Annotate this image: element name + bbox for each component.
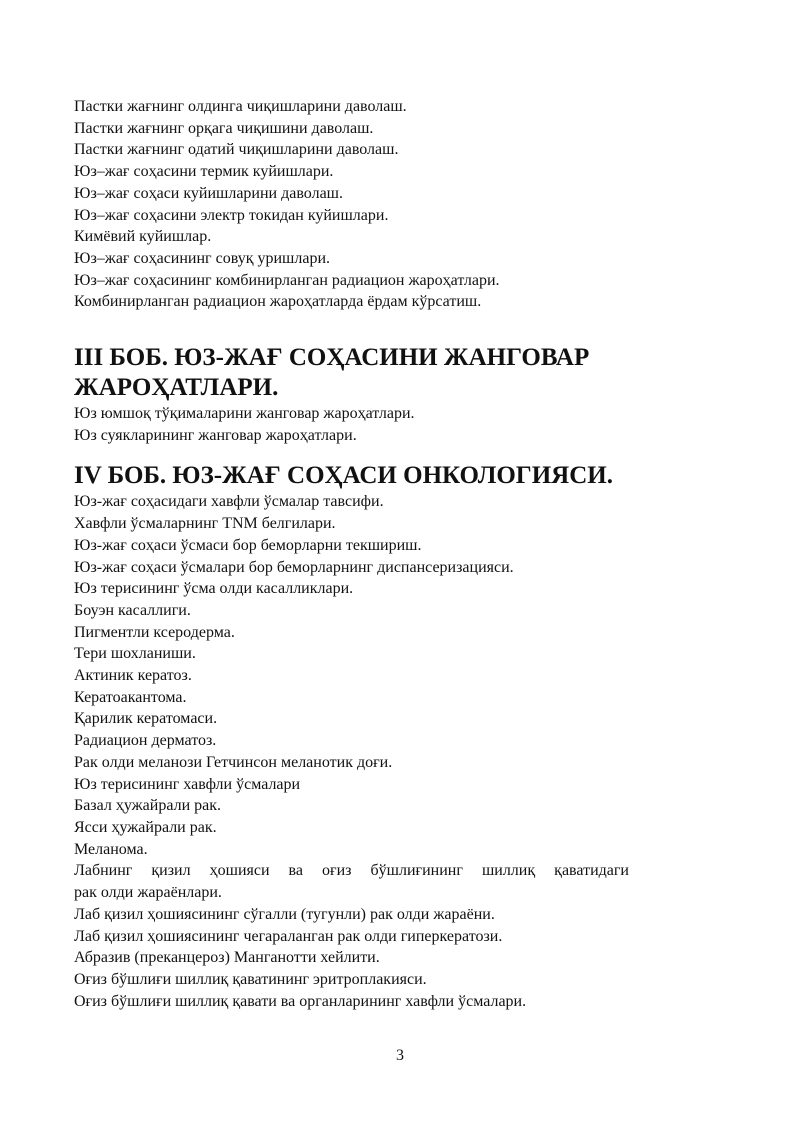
list-item: Комбинирланган радиацион жароҳатларда ёрдам кўрсатиш. xyxy=(74,293,482,311)
chapter-4-heading: IV БОБ. ЮЗ-ЖАҒ СОҲАСИ ОНКОЛОГИЯСИ. xyxy=(74,462,613,490)
list-item: Кимёвий куйишлар. xyxy=(74,228,212,246)
list-item: Юз–жағ соҳаси куйишларини даволаш. xyxy=(74,184,343,202)
list-item: Меланома. xyxy=(74,840,148,858)
list-item: Оғиз бўшлиғи шиллиқ қаватининг эритроплакияси. xyxy=(74,970,427,988)
list-item: Тери шохланиши. xyxy=(74,645,196,663)
list-item: Юз–жағ соҳасининг комбинирланган радиацион жароҳатлари. xyxy=(74,271,500,289)
list-item: Базал ҳужайрали рак. xyxy=(74,797,222,815)
chapter-3 xyxy=(74,343,734,446)
list-item: Хавфли ўсмаларнинг TNM белгилари. xyxy=(74,515,336,533)
chapter-3-heading xyxy=(74,343,734,403)
list-item: Лабнинг қизил ҳошияси ва оғиз бўшлиғининг шиллиқ қаватидаги xyxy=(74,862,629,880)
list-item: Боуэн касаллиги. xyxy=(74,601,191,619)
list-item: Юз-жағ соҳаси ўсмаси бор беморларни текшириш. xyxy=(74,536,422,554)
list-item: Ясси ҳужайрали рак. xyxy=(74,818,217,836)
list-item: Рак олди меланози Гетчинсон меланотик доғи. xyxy=(74,753,393,771)
list-item: Юз–жағ соҳасининг совуқ уришлари. xyxy=(74,249,331,267)
list-item: Лаб қизил ҳошиясининг сўгалли (тугунли) рак олди жараёни. xyxy=(74,905,495,923)
list-item: Юз юмшоқ тўқималарини жанговар жароҳатлари. xyxy=(74,405,415,423)
chapter-4 xyxy=(74,461,734,1012)
list-item: рак олди жараёнлари. xyxy=(74,884,222,902)
list-item: Пигментли ксеродерма. xyxy=(74,623,235,641)
list-item: Оғиз бўшлиғи шиллиқ қавати ва органларининг хавфли ўсмалари. xyxy=(74,992,527,1010)
list-item: Қарилик кератомаси. xyxy=(74,710,218,728)
list-item: Абразив (преканцероз) Манганотти хейлити. xyxy=(74,949,380,967)
list-item: Пастки жағнинг олдинга чиқишларини даволаш. xyxy=(74,98,407,115)
list-item: Пастки жағнинг орқага чиқишини даволаш. xyxy=(74,119,374,137)
section-top xyxy=(74,96,734,313)
page-number: 3 xyxy=(396,1047,404,1064)
list-item: Юз–жағ соҳасини электр токидан куйишлари. xyxy=(74,206,389,224)
list-item: Юз терисининг ўсма олди касалликлари. xyxy=(74,580,354,598)
list-item: Радиацион дерматоз. xyxy=(74,732,217,750)
document-page xyxy=(74,96,734,1012)
list-item: Кератоакантома. xyxy=(74,688,187,706)
list-item: Юз–жағ соҳасини термик куйишлари. xyxy=(74,163,334,181)
list-item: Юз-жағ соҳаси ўсмалари бор беморларнинг диспансеризацияси. xyxy=(74,558,514,576)
list-item: Юз терисининг хавфли ўсмалари xyxy=(74,775,301,793)
list-item: Юз суякларининг жанговар жароҳатлари. xyxy=(74,426,357,444)
list-item: Юз-жағ соҳасидаги хавфли ўсмалар тавсифи. xyxy=(74,493,384,511)
chapter-3-heading-line-2: ЖАРОҲАТЛАРИ. xyxy=(74,374,279,402)
list-item: Пастки жағнинг одатий чиқишларини даволаш. xyxy=(74,141,399,159)
chapter-3-heading-line-1: III БОБ. ЮЗ-ЖАҒ СОҲАСИНИ ЖАНГОВАР xyxy=(74,344,590,372)
list-item: Лаб қизил ҳошиясининг чегараланган рак олди гиперкератози. xyxy=(74,927,503,945)
list-item: Актиник кератоз. xyxy=(74,667,192,685)
